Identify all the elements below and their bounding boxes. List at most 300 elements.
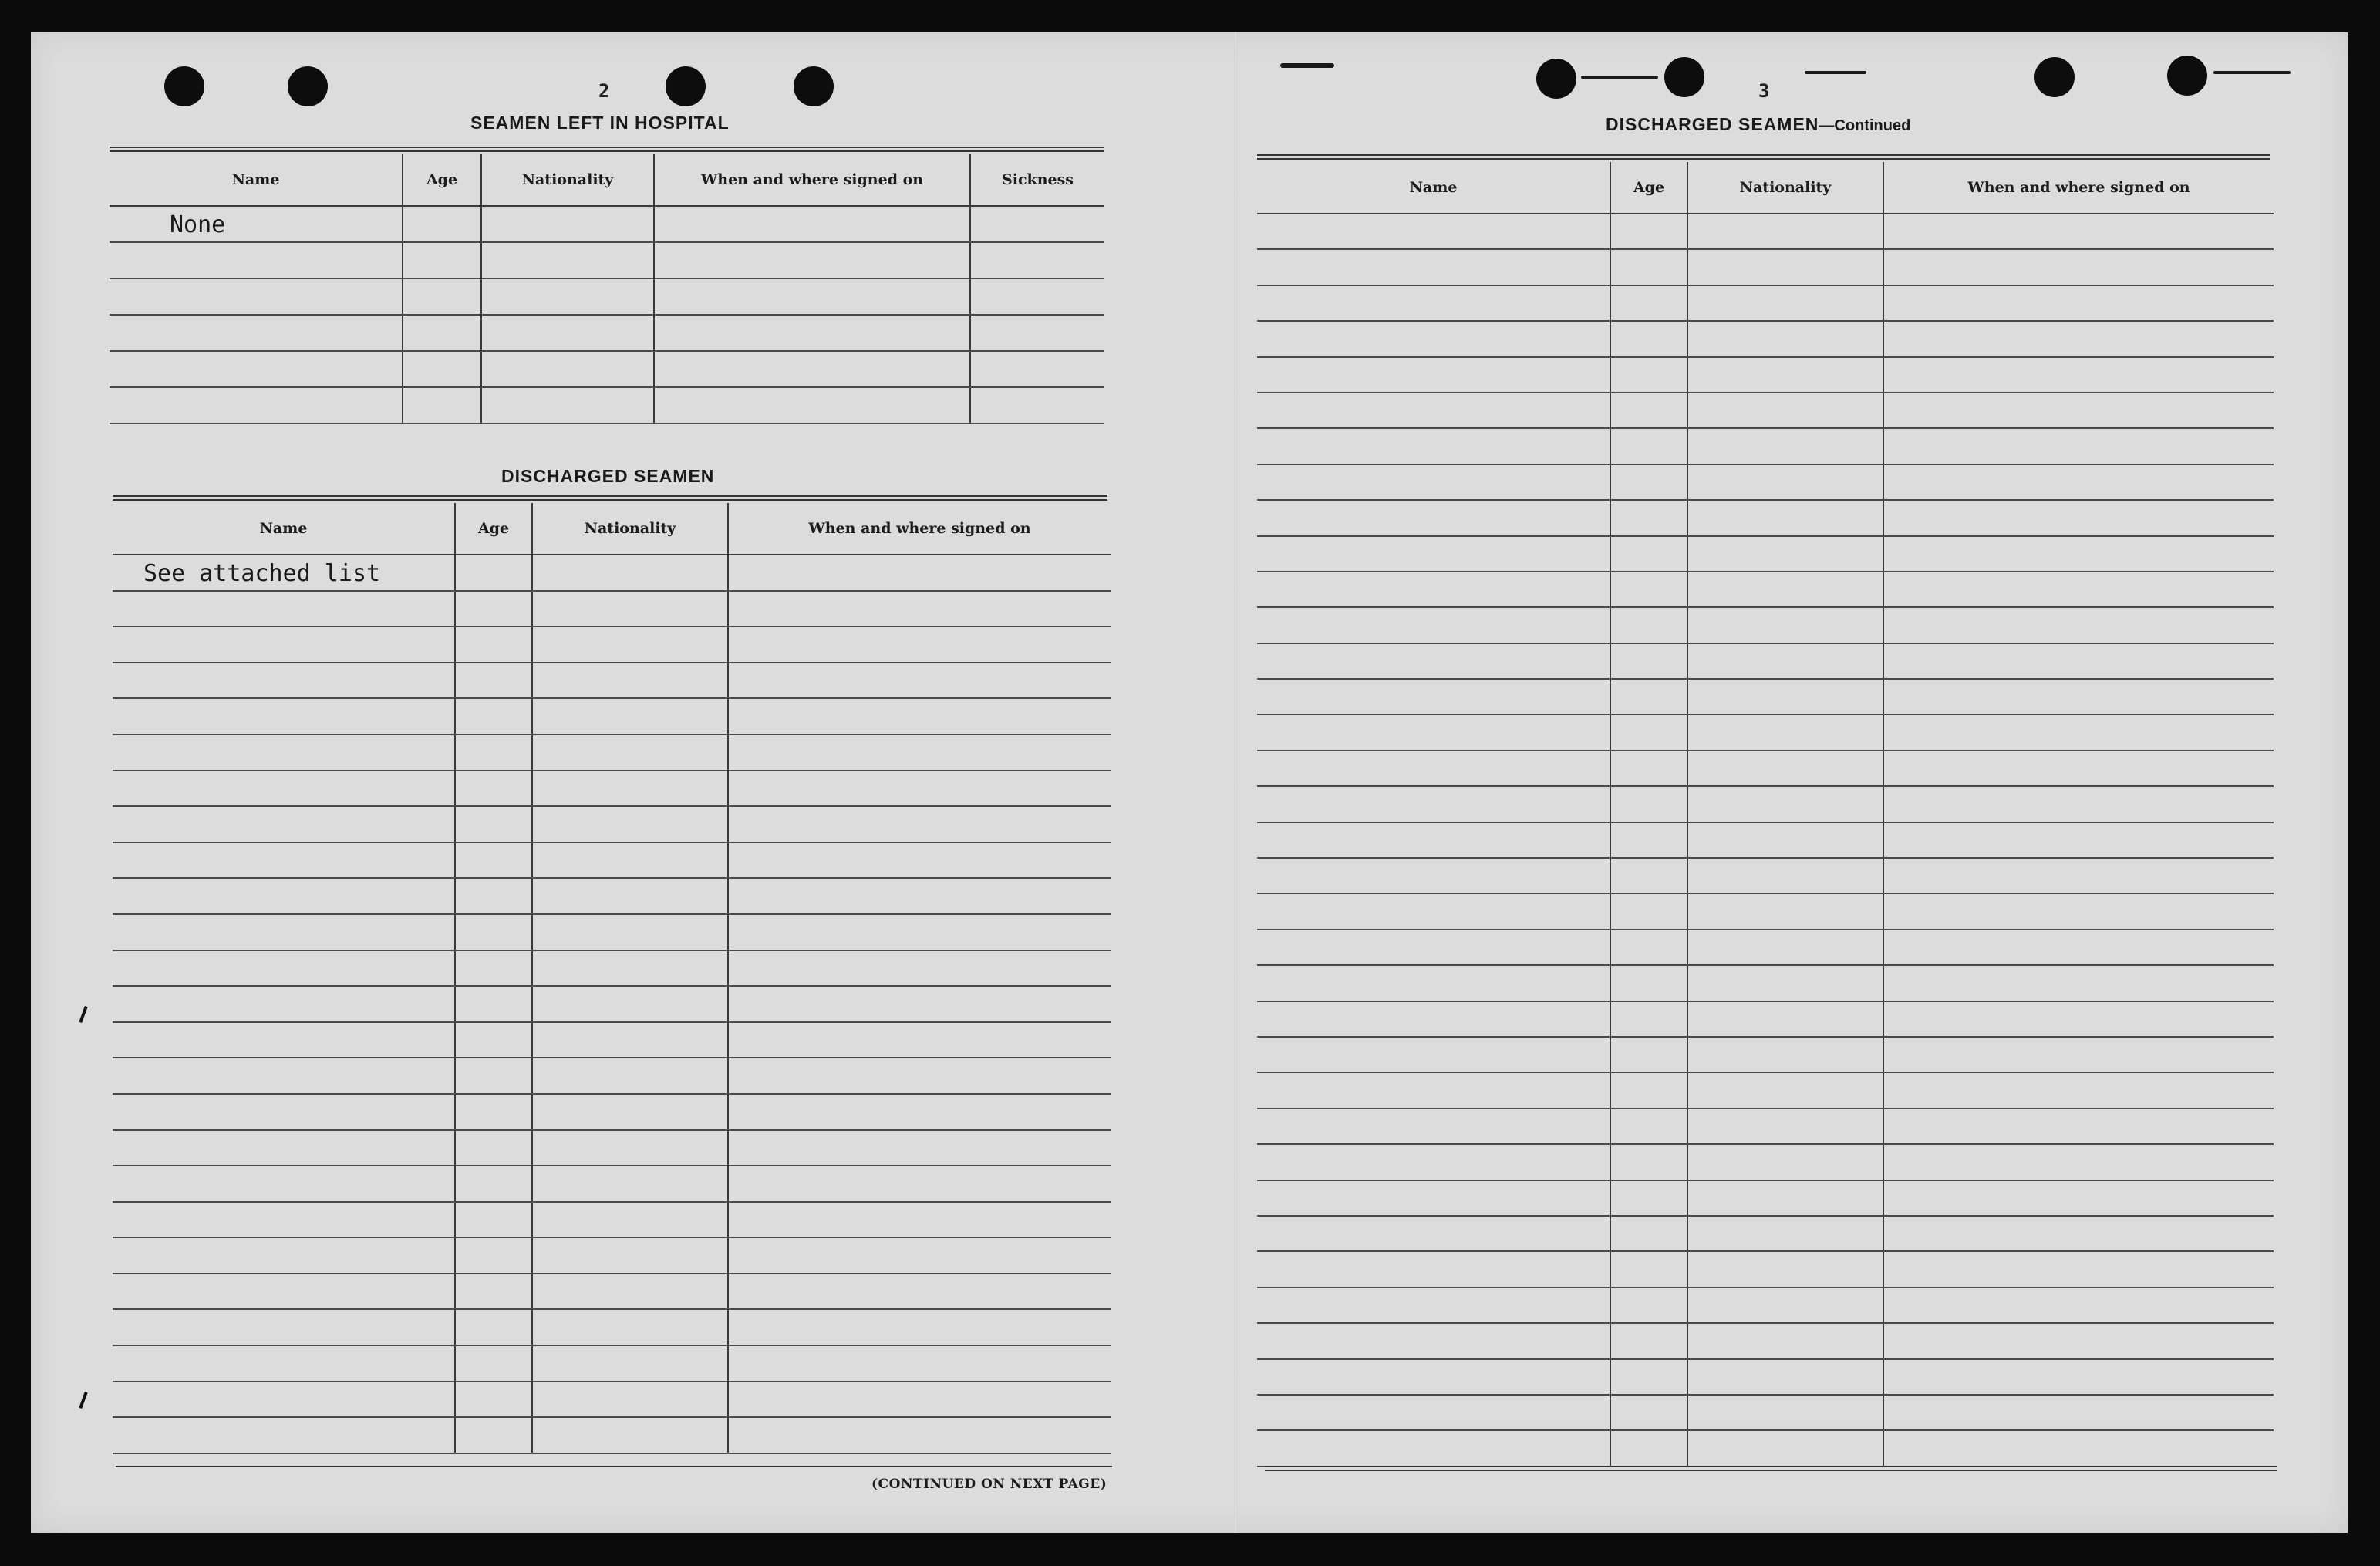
table-cell [1687, 714, 1883, 750]
table-cell [1610, 572, 1687, 607]
table-cell [532, 1309, 728, 1345]
table-row [113, 591, 1111, 627]
table-row [113, 698, 1111, 734]
table-row [1257, 1288, 2274, 1323]
table-cell [455, 950, 532, 987]
table-row [1257, 393, 2274, 428]
table-cell [532, 1130, 728, 1166]
table-row [1257, 751, 2274, 786]
table-row [1257, 679, 2274, 714]
table-cell [113, 1094, 455, 1130]
table-row [1257, 572, 2274, 607]
table-cell [1610, 464, 1687, 500]
table-cell [1687, 285, 1883, 321]
table-cell [1610, 1395, 1687, 1430]
table-cell [1610, 1144, 1687, 1180]
table-cell [455, 878, 532, 914]
table-cell [1883, 1430, 2274, 1466]
table-cell [113, 842, 455, 879]
table-row [113, 1166, 1111, 1202]
table-cell [455, 1382, 532, 1418]
table-cell [532, 734, 728, 771]
table-cell [728, 1382, 1111, 1418]
column-header-age: Age [1610, 162, 1687, 214]
table-cell [1883, 249, 2274, 285]
hospital-table [110, 154, 1104, 424]
table-cell [728, 914, 1111, 950]
table-row [110, 315, 1104, 351]
table-cell [113, 698, 455, 734]
table-row [1257, 214, 2274, 249]
table-cell [1257, 1288, 1610, 1323]
table-cell [1610, 357, 1687, 393]
table-cell [1687, 1359, 1883, 1395]
table-cell [728, 842, 1111, 879]
table-cell [113, 986, 455, 1022]
table-cell [728, 950, 1111, 987]
table-cell [113, 1309, 455, 1345]
table-cell [532, 1022, 728, 1058]
table-cell [1687, 1072, 1883, 1108]
punch-hole [288, 66, 328, 106]
table-cell [654, 242, 970, 278]
table-row [113, 1417, 1111, 1453]
table-cell [1257, 607, 1610, 643]
table-cell [654, 278, 970, 315]
table-cell [113, 1237, 455, 1274]
table-row [1257, 1072, 2274, 1108]
table-cell [1883, 464, 2274, 500]
table-cell [1883, 1216, 2274, 1251]
table-cell [532, 1274, 728, 1310]
table-cell [113, 1274, 455, 1310]
table-row [1257, 464, 2274, 500]
table-cell [532, 1345, 728, 1382]
table-cell [1687, 1430, 1883, 1466]
table-cell [403, 351, 481, 387]
table-cell [728, 555, 1111, 591]
table-cell [455, 1022, 532, 1058]
table-row [113, 1094, 1111, 1130]
table-cell [654, 315, 970, 351]
table-cell [1687, 249, 1883, 285]
table-cell [113, 1130, 455, 1166]
table-cell [455, 1166, 532, 1202]
column-header-name: Name [110, 154, 403, 206]
table-row [1257, 249, 2274, 285]
table-cell [113, 806, 455, 842]
table-cell [1687, 536, 1883, 572]
table-cell [1610, 643, 1687, 679]
table-cell [1687, 1251, 1883, 1287]
scan-mark [79, 1392, 87, 1409]
table-row [1257, 1430, 2274, 1466]
section-title-suffix: —Continued [1819, 117, 1911, 134]
table-cell [1610, 679, 1687, 714]
table-row [1257, 607, 2274, 643]
table-cell [970, 315, 1104, 351]
table-cell [113, 591, 455, 627]
scan-mark [2213, 71, 2291, 74]
table-cell [113, 1417, 455, 1453]
table-row [1257, 1001, 2274, 1037]
table-cell [654, 351, 970, 387]
table-cell [1257, 428, 1610, 464]
table-cell [113, 878, 455, 914]
table-cell [728, 878, 1111, 914]
table-cell [532, 1058, 728, 1094]
table-cell [110, 242, 403, 278]
table-row [113, 555, 1111, 591]
table-row [1257, 965, 2274, 1001]
column-header-signed-on: When and where signed on [1883, 162, 2274, 214]
table-cell [532, 771, 728, 807]
page-number: 2 [598, 80, 610, 102]
table-row [1257, 1109, 2274, 1144]
discharged-table [113, 503, 1111, 1454]
typed-entry: See attached list [143, 559, 381, 587]
table-cell [1257, 714, 1610, 750]
table-cell [113, 1166, 455, 1202]
table-cell [455, 1130, 532, 1166]
table-cell [113, 1202, 455, 1238]
table-cell [1883, 858, 2274, 893]
table-cell [970, 242, 1104, 278]
table-cell [728, 986, 1111, 1022]
table-cell [1883, 536, 2274, 572]
table-cell [1687, 1180, 1883, 1216]
table-cell [455, 1237, 532, 1274]
table-cell [1257, 572, 1610, 607]
table-row [1257, 714, 2274, 750]
punch-hole [794, 66, 834, 106]
table-row [113, 1202, 1111, 1238]
table-cell [1883, 786, 2274, 822]
table-cell [1257, 786, 1610, 822]
table-cell [1257, 1144, 1610, 1180]
table-cell [1883, 822, 2274, 858]
table-cell [455, 626, 532, 663]
table-cell [1883, 500, 2274, 535]
table-row [113, 1058, 1111, 1094]
table-cell [1610, 1359, 1687, 1395]
table-row [1257, 643, 2274, 679]
table-cell [1257, 321, 1610, 356]
table-cell [481, 278, 654, 315]
table-cell [1257, 679, 1610, 714]
table-cell [532, 591, 728, 627]
table-cell [481, 242, 654, 278]
table-row [1257, 1251, 2274, 1287]
table-cell [1687, 572, 1883, 607]
table-cell [1610, 751, 1687, 786]
typed-entry: None [170, 211, 226, 238]
table-cell [1883, 1323, 2274, 1358]
table-cell [1610, 893, 1687, 929]
table-cell [110, 387, 403, 424]
table-cell [532, 1382, 728, 1418]
table-cell [455, 1058, 532, 1094]
table-cell [1257, 214, 1610, 249]
table-cell [1883, 321, 2274, 356]
table-cell [970, 206, 1104, 242]
table-cell [1610, 607, 1687, 643]
table-cell [728, 698, 1111, 734]
table-cell [455, 914, 532, 950]
table-cell [728, 1417, 1111, 1453]
table-cell [1610, 249, 1687, 285]
table-row [113, 1130, 1111, 1166]
table-cell [654, 206, 970, 242]
table-cell [110, 315, 403, 351]
table-cell [1610, 1109, 1687, 1144]
table-row [1257, 930, 2274, 965]
column-header-nationality: Nationality [532, 503, 728, 555]
table-cell [728, 591, 1111, 627]
table-cell [1687, 1037, 1883, 1072]
table-cell [1257, 822, 1610, 858]
table-cell [728, 1094, 1111, 1130]
table-cell [1610, 965, 1687, 1001]
page-fold [1234, 32, 1237, 1533]
table-cell [1257, 643, 1610, 679]
table-cell [1257, 965, 1610, 1001]
table-cell [110, 278, 403, 315]
table-cell [481, 206, 654, 242]
table-cell [403, 242, 481, 278]
scan-mark [79, 1006, 87, 1023]
table-cell [1257, 357, 1610, 393]
column-header-age: Age [455, 503, 532, 555]
table-row [1257, 1395, 2274, 1430]
table-cell [1883, 679, 2274, 714]
table-cell [1257, 1072, 1610, 1108]
table-cell [1883, 1251, 2274, 1287]
table-row [1257, 1323, 2274, 1358]
page-number: 3 [1758, 80, 1770, 102]
table-cell [532, 950, 728, 987]
rule [113, 495, 1107, 501]
table-cell [970, 387, 1104, 424]
table-row [113, 806, 1111, 842]
punch-hole [164, 66, 204, 106]
table-cell [970, 351, 1104, 387]
table-cell [455, 1417, 532, 1453]
table-row [1257, 858, 2274, 893]
column-header-nationality: Nationality [481, 154, 654, 206]
table-cell [1687, 930, 1883, 965]
table-cell [1610, 285, 1687, 321]
table-cell [113, 1022, 455, 1058]
table-cell [113, 1058, 455, 1094]
table-cell [1883, 643, 2274, 679]
table-header-row [1257, 162, 2274, 214]
table-cell [1257, 249, 1610, 285]
table-cell [532, 555, 728, 591]
table-cell [113, 771, 455, 807]
section-title-text: DISCHARGED SEAMEN [1606, 114, 1819, 134]
table-cell [1257, 1359, 1610, 1395]
table-cell [1883, 428, 2274, 464]
table-cell [1883, 1288, 2274, 1323]
table-cell [1610, 1323, 1687, 1358]
table-cell [455, 1202, 532, 1238]
table-cell [113, 734, 455, 771]
table-cell [1257, 1109, 1610, 1144]
punch-hole [2167, 56, 2207, 96]
table-cell [1883, 1001, 2274, 1037]
table-cell [728, 1202, 1111, 1238]
table-cell [532, 698, 728, 734]
table-cell [1687, 893, 1883, 929]
table-row [113, 1309, 1111, 1345]
table-cell [110, 351, 403, 387]
table-cell [1883, 357, 2274, 393]
table-cell [1687, 1395, 1883, 1430]
table-cell [1257, 1180, 1610, 1216]
table-cell [1687, 1144, 1883, 1180]
table-cell [1610, 500, 1687, 535]
table-cell [1687, 1216, 1883, 1251]
table-cell [455, 734, 532, 771]
table-cell [1687, 965, 1883, 1001]
table-cell [403, 278, 481, 315]
table-cell [1883, 714, 2274, 750]
table-cell [1883, 930, 2274, 965]
table-cell [1610, 714, 1687, 750]
table-cell [654, 387, 970, 424]
table-cell [1883, 1359, 2274, 1395]
table-row [1257, 500, 2274, 535]
table-cell [1257, 1001, 1610, 1037]
table-row [113, 663, 1111, 699]
table-row [110, 351, 1104, 387]
table-cell [110, 206, 403, 242]
table-cell [728, 734, 1111, 771]
table-cell [728, 1058, 1111, 1094]
table-cell [403, 387, 481, 424]
table-cell [1883, 751, 2274, 786]
table-cell [532, 806, 728, 842]
punch-hole [1536, 59, 1576, 99]
table-cell [1610, 393, 1687, 428]
table-cell [1687, 1288, 1883, 1323]
table-cell [1687, 214, 1883, 249]
rule [1265, 1466, 2277, 1471]
table-cell [532, 1237, 728, 1274]
discharged-continued-table [1257, 162, 2274, 1467]
scan-mark [1805, 71, 1866, 74]
table-cell [1257, 858, 1610, 893]
table-row [1257, 321, 2274, 356]
table-row [113, 1237, 1111, 1274]
table-cell [113, 914, 455, 950]
table-cell [113, 950, 455, 987]
table-cell [481, 315, 654, 351]
table-cell [532, 878, 728, 914]
table-header-row [110, 154, 1104, 206]
table-cell [1257, 930, 1610, 965]
table-cell [1687, 500, 1883, 535]
table-cell [1687, 607, 1883, 643]
table-cell [1883, 572, 2274, 607]
table-row [1257, 786, 2274, 822]
table-cell [1610, 930, 1687, 965]
table-cell [728, 1130, 1111, 1166]
table-cell [1687, 858, 1883, 893]
table-cell [1687, 1001, 1883, 1037]
table-cell [532, 1202, 728, 1238]
table-cell [532, 914, 728, 950]
table-cell [1883, 607, 2274, 643]
table-cell [1257, 751, 1610, 786]
table-cell [1610, 858, 1687, 893]
table-cell [455, 771, 532, 807]
table-row [113, 1022, 1111, 1058]
table-cell [1610, 428, 1687, 464]
rule [116, 1466, 1112, 1470]
table-row [113, 734, 1111, 771]
table-cell [1610, 1180, 1687, 1216]
rule [110, 147, 1104, 152]
table-cell [728, 1309, 1111, 1345]
table-cell [1610, 786, 1687, 822]
table-row [113, 878, 1111, 914]
table-cell [1687, 822, 1883, 858]
column-header-name: Name [113, 503, 455, 555]
table-cell [532, 1166, 728, 1202]
punch-hole [666, 66, 706, 106]
table-cell [1610, 1001, 1687, 1037]
table-cell [1257, 464, 1610, 500]
column-header-age: Age [403, 154, 481, 206]
table-cell [1883, 214, 2274, 249]
table-cell [1257, 1430, 1610, 1466]
table-cell [1687, 1323, 1883, 1358]
table-cell [532, 986, 728, 1022]
table-cell [481, 351, 654, 387]
table-row [110, 387, 1104, 424]
table-row [110, 206, 1104, 242]
table-cell [728, 663, 1111, 699]
table-row [1257, 357, 2274, 393]
table-cell [1610, 1037, 1687, 1072]
table-cell [1257, 1216, 1610, 1251]
table-row [1257, 1144, 2274, 1180]
section-title-hospital: SEAMEN LEFT IN HOSPITAL [470, 113, 730, 133]
continued-note: (CONTINUED ON NEXT PAGE) [871, 1477, 1107, 1492]
table-cell [455, 1274, 532, 1310]
table-cell [728, 626, 1111, 663]
table-cell [455, 986, 532, 1022]
table-cell [1257, 536, 1610, 572]
table-cell [403, 206, 481, 242]
table-cell [970, 278, 1104, 315]
table-cell [1257, 393, 1610, 428]
section-title-discharged-continued [1606, 114, 1910, 135]
table-cell [532, 842, 728, 879]
table-cell [1883, 965, 2274, 1001]
table-cell [455, 842, 532, 879]
table-cell [1610, 214, 1687, 249]
table-cell [113, 626, 455, 663]
table-cell [455, 806, 532, 842]
table-cell [1687, 643, 1883, 679]
scan-mark [1581, 76, 1658, 79]
table-row [110, 242, 1104, 278]
rule [1257, 154, 2270, 160]
document-sheet [31, 32, 2348, 1533]
